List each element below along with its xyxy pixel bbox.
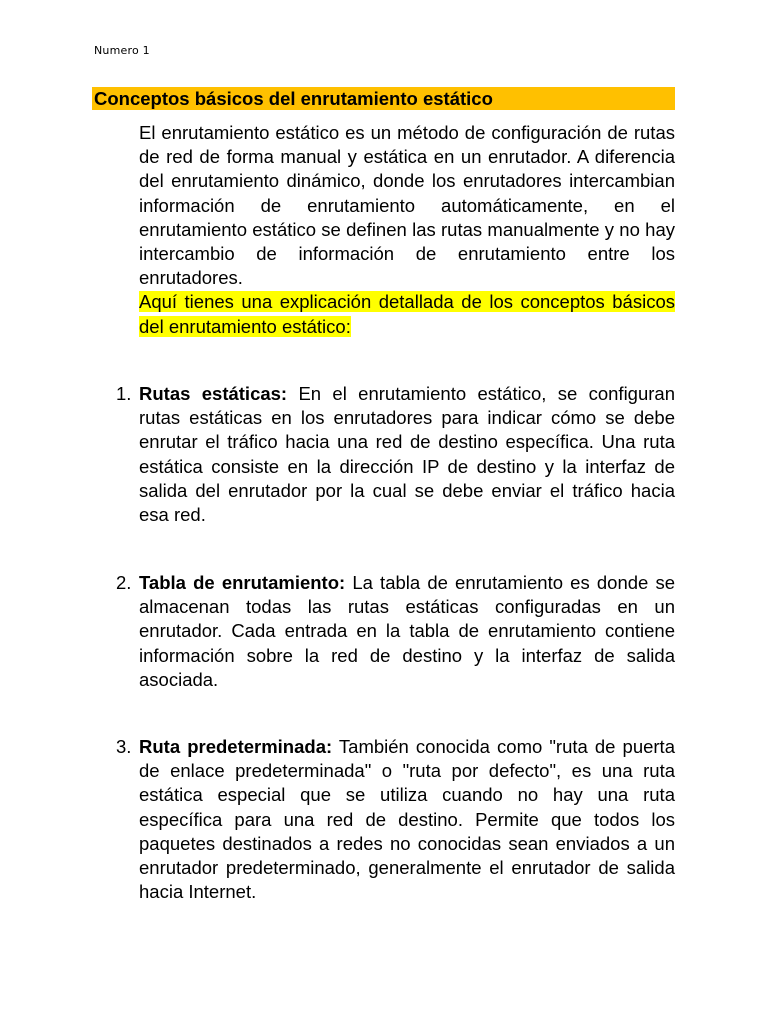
- list-item-term: Ruta predeterminada:: [139, 736, 333, 757]
- page-header: Numero 1: [94, 44, 150, 57]
- list-item-text: También conocida como "ruta de puerta de enlace predeterminada" o "ruta por defecto", es una ruta estática especial que se utiliza cuando no hay una ruta específica para una red de destino. Permite que todos los paquetes destinados a redes no conocidas sean enviados a un enrutador predeterminado, generalmente el enrutador de salida hacia Internet.: [139, 736, 675, 903]
- list-item-body: [139, 571, 675, 692]
- list-item-body: [139, 382, 675, 527]
- list-number: 3.: [116, 736, 132, 757]
- list-number: 2.: [116, 572, 132, 593]
- section-title-bar: [92, 87, 675, 110]
- list-item-text: En el enrutamiento estático, se configuran rutas estáticas en los enrutadores para indicar cómo se debe enrutar el tráfico hacia una red de destino específica. Una ruta estática consiste en la dirección IP de destino y la interfaz de salida del enrutador por la cual se debe enviar el tráfico hacia esa red.: [139, 383, 675, 526]
- list-number: 1.: [116, 383, 132, 404]
- intro-paragraph-text: El enrutamiento estático es un método de configuración de rutas de red de forma manual y estática en un enrutador. A diferencia del enrutamiento dinámico, donde los enrutadores intercambian información de enrutamiento automáticamente, en el enrutamiento estático se definen las rutas manualmente y no hay intercambio de información de enrutamiento entre los enrutadores.: [139, 122, 675, 289]
- intro-paragraph: [139, 121, 675, 339]
- intro-highlighted-text: Aquí tienes una explicación detallada de los conceptos básicos del enrutamiento estático:: [139, 291, 675, 337]
- intro-block: [139, 121, 675, 339]
- list-item-body: [139, 735, 675, 904]
- list-item-text: La tabla de enrutamiento es donde se almacenan todas las rutas estáticas configuradas en un enrutador. Cada entrada en la tabla de enrutamiento contiene información sobre la red de destino y la interfaz de salida asociada.: [139, 572, 675, 690]
- list-item-term: Rutas estáticas:: [139, 383, 288, 404]
- section-title: Conceptos básicos del enrutamiento estático: [94, 88, 493, 109]
- list-item-term: Tabla de enrutamiento:: [139, 572, 346, 593]
